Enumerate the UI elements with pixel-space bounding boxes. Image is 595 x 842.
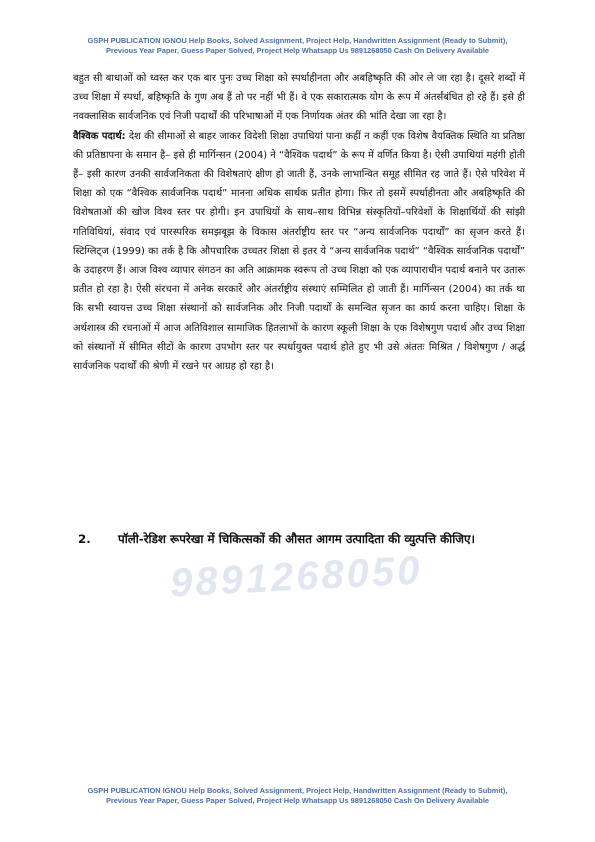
paragraph-global-goods-text: देश की सीमाओं से बाहर जाकर विदेशी शिक्षा उपाधियां पाना कहीं न कहीं एक विशेष वैयक्तिक स्थिति या प्रतिष्ठा की प्रतिष्ठापना के समान है– इसे ही मार्गिन्सन (2004) ने “वैश्विक पदार्थ” के रूप में वर्णित किया है। ऐसी उपाधियां महंगी होती हैं– इसी कारण उनकी सार्वजनिकता की विशेषताएं क्षीण हो जाती हैं, उनके लाभान्वित समूह सीमित रह जाते हैं। ऐसे परिवेश में शिक्षा को एक “वैश्विक सार्वजनिक पदार्थ” मानना अधिक सार्थक प्रतीत होगा। फिर तो इसमें स्पर्धाहीनता और अबहिष्कृति की विशेषताओं की खोज विश्व स्तर पर होगी। इन उपाधियों के साथ–साथ विभिन्न संस्कृतियों–परिवेशों के शिक्षार्थियों की सांझी गतिविधियां, संवाद एवं पारस्परिक समझबूझ के विकास अंतर्राष्ट्रीय स्तर पर “अन्य सार्वजनिक पदार्थों” का सृजन करते हैं। स्टिग्लिट्ज (1999) का तर्क है कि औपचारिक उच्चतर शिक्षा से इतर ये “अन्य सार्वजनिक पदार्थ” “वैश्विक सार्वजनिक पदार्थों” के उदाहरण हैं। आज विश्व व्यापार संगठन का अति आक्रामक स्वरूप तो उच्च शिक्षा को एक व्यापाराधीन पदार्थ बनाने पर उतारू प्रतीत हो रहा है। ऐसी संरचना में अनेक सरकारें और अंतर्राष्ट्रीय संस्थाएं सम्मिलित हो जाती हैं। मार्गिन्सन (2004) का तर्क था कि सभी स्वायत्त उच्च शिक्षा संस्थानों को सार्वजनिक और निजी पदार्थों के समन्वित सृजन का कार्य करना चाहिए। शिक्षा के अर्थशास्त्र की रचनाओं में आज अतिविशाल सामाजिक हितलाभों के कारण स्कूली शिक्षा के एक विशेषगुण पदार्थ और उच्च शिक्षा को संस्थानों में सीमित सीटों के कारण उपभोग स्तर पर स्पर्धायुक्त पदार्थ होते हुए भी उसे अंततः मिश्रित / विशेषगुण / अर्द्ध सार्वजनिक पदार्थों की श्रेणी में रखने पर आग्रह हो रहा है। [73, 130, 525, 373]
question-2 [78, 528, 518, 550]
question-text: पॉली-रेडिश रूपरेखा में चिकित्सकों की औसत आगम उत्पादिता की व्युत्पत्ति कीजिए। [118, 532, 476, 546]
footer-line-1: GSPH PUBLICATION IGNOU Help Books, Solved Assignment, Project Help, Handwritten Assignment (Ready to Submit), [87, 786, 508, 795]
document-body [73, 69, 525, 376]
header-line-2: Previous Year Paper, Guess Paper Solved, Project Help Whatsapp Us 9891268050 Cash On Delivery Available [106, 46, 489, 55]
section-heading-global-goods: वैश्विक पदार्थ: [73, 130, 126, 142]
footer-line-2: Previous Year Paper, Guess Paper Solved, Project Help Whatsapp Us 9891268050 Cash On Delivery Available [106, 796, 489, 805]
paragraph-global-goods [73, 127, 525, 377]
phone-watermark: 9891268050 [168, 548, 424, 606]
header-line-1: GSPH PUBLICATION IGNOU Help Books, Solved Assignment, Project Help, Handwritten Assignment (Ready to Submit), [87, 36, 508, 45]
page-footer [0, 786, 595, 806]
paragraph-intro: बहुत सी बाधाओं को ध्वस्त कर एक बार पुनः उच्च शिक्षा को स्पर्धाहीनता और अबहिष्कृति की ओर ले जा रहा है। दूसरे शब्दों में उच्च शिक्षा में स्पर्धा, बहिष्कृति के गुण अब हैं तो पर नहीं भी हैं। वे एक सकारात्मक योग के रूप में अंतर्संबंधित हो रहे हैं। इसे ही नवक्लासिक सार्वजनिक एवं निजी पदार्थों की परिभाषाओं में एक निर्णायक अंतर की भांति देखा जा रहा है। [73, 73, 525, 123]
page-fade [0, 480, 595, 520]
question-number: 2. [78, 532, 91, 546]
page-header [0, 36, 595, 56]
